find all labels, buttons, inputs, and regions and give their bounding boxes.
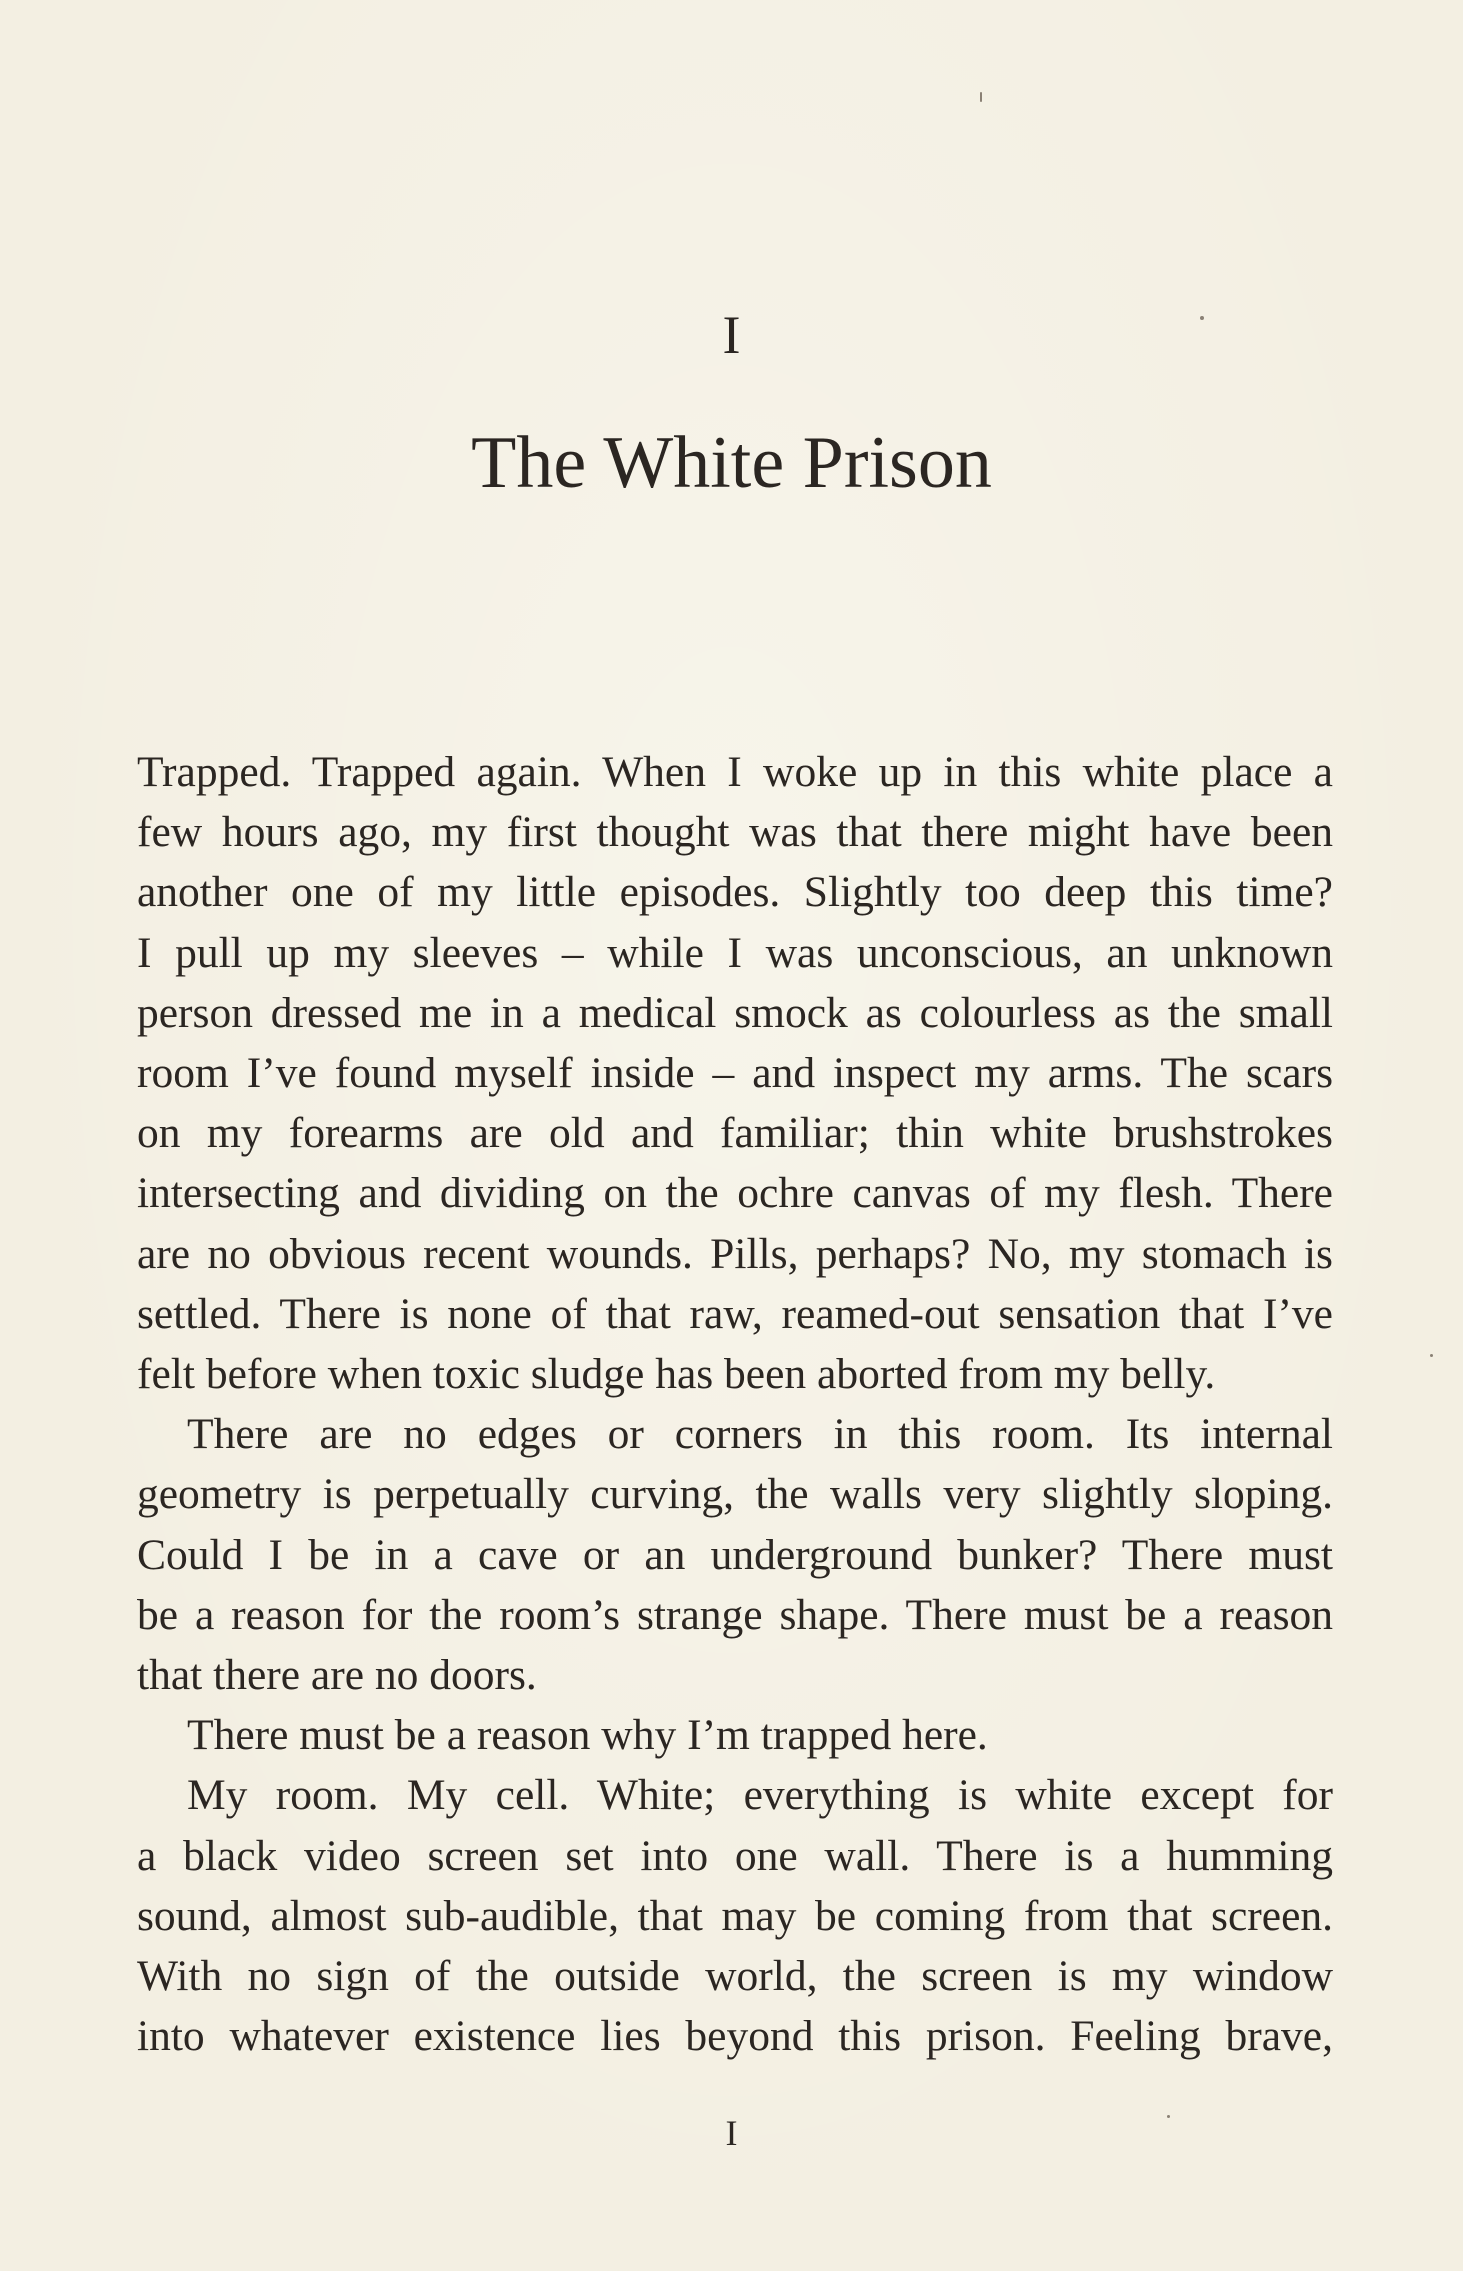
- page-number: I: [725, 2113, 738, 2153]
- paper-speck: [1200, 316, 1204, 320]
- text-line: person dressed me in a medical smock as colourless as the small: [137, 988, 1333, 1037]
- text-line: With no sign of the outside world, the screen is my window: [137, 1952, 1333, 2001]
- text-line: another one of my little episodes. Slightly too deep this time?: [137, 868, 1333, 917]
- text-line: few hours ago, my first thought was that there might have been: [137, 808, 1333, 857]
- paper-speck: [980, 92, 982, 102]
- text-line: sound, almost sub-audible, that may be coming from that screen.: [137, 1891, 1333, 1940]
- paragraph-3: [137, 1705, 1333, 1765]
- paragraph-2: [137, 1404, 1333, 1705]
- chapter-number: I: [722, 305, 741, 365]
- text-line: that there are no doors.: [137, 1651, 537, 1700]
- text-line: My room. My cell. White; everything is white except for: [187, 1771, 1333, 1820]
- text-line: I pull up my sleeves – while I was unconscious, an unknown: [137, 928, 1333, 977]
- text-line: room I’ve found myself inside – and inspect my arms. The scars: [137, 1049, 1333, 1098]
- chapter-title: The White Prison: [471, 422, 992, 504]
- paper-speck: [1430, 1354, 1433, 1357]
- text-line: felt before when toxic sludge has been aborted from my belly.: [137, 1350, 1216, 1399]
- text-line: be a reason for the room’s strange shape. There must be a reason: [137, 1590, 1333, 1639]
- paragraph-1: [137, 742, 1333, 1404]
- text-line: are no obvious recent wounds. Pills, perhaps? No, my stomach is: [137, 1229, 1333, 1278]
- text-line: geometry is perpetually curving, the walls very slightly sloping.: [137, 1470, 1333, 1519]
- text-line: There are no edges or corners in this room. Its internal: [187, 1410, 1333, 1459]
- text-line: settled. There is none of that raw, reamed-out sensation that I’ve: [137, 1289, 1333, 1338]
- text-line: intersecting and dividing on the ochre canvas of my flesh. There: [137, 1169, 1333, 1218]
- paragraph-4: [137, 1765, 1333, 2066]
- text-line: on my forearms are old and familiar; thin white brushstrokes: [137, 1109, 1333, 1158]
- text-line: a black video screen set into one wall. There is a humming: [137, 1831, 1333, 1880]
- text-line: Trapped. Trapped again. When I woke up in this white place a: [137, 748, 1333, 796]
- text-line: There must be a reason why I’m trapped here.: [187, 1711, 988, 1760]
- paper-speck: [1167, 2115, 1170, 2118]
- text-line: Could I be in a cave or an underground bunker? There must: [137, 1530, 1333, 1579]
- text-line: into whatever existence lies beyond this prison. Feeling brave,: [137, 2012, 1333, 2061]
- chapter-body: [137, 742, 1333, 2066]
